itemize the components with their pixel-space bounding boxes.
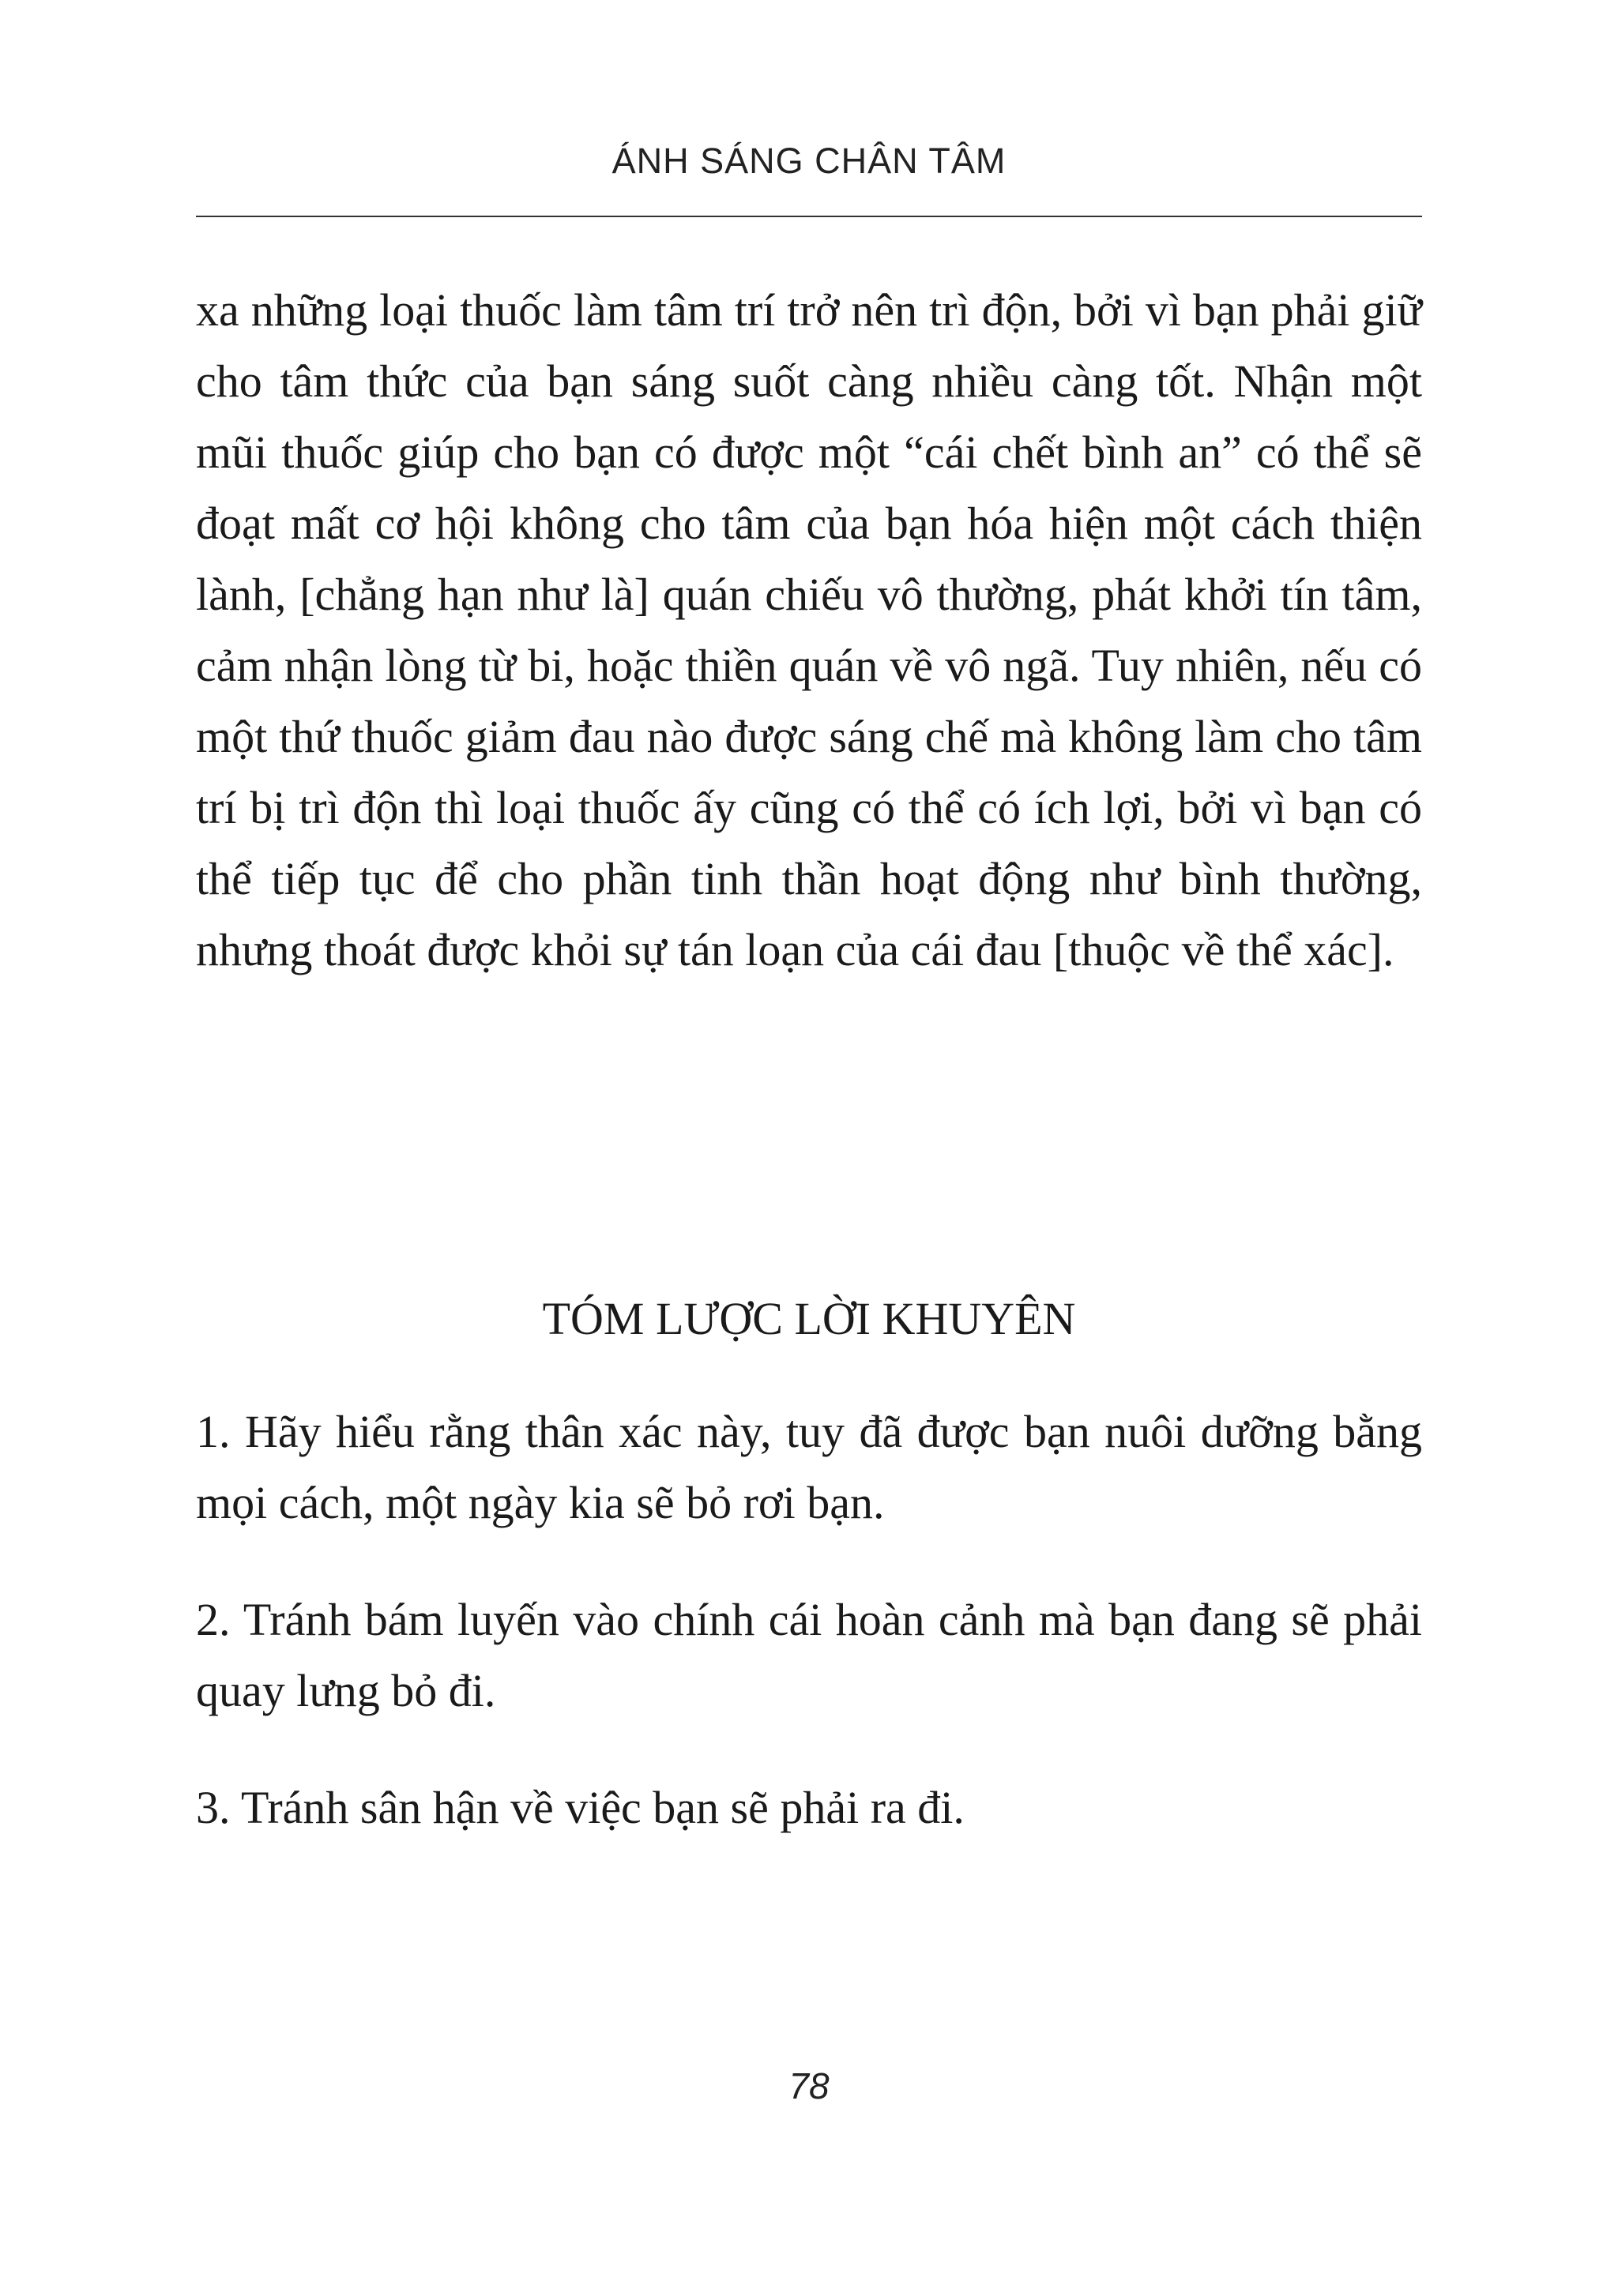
running-header: ÁNH SÁNG CHÂN TÂM — [611, 141, 1007, 181]
advice-item-3: 3. Tránh sân hận về việc bạn sẽ phải ra đi. — [196, 1782, 965, 1833]
page-number: 78 — [788, 2065, 830, 2106]
advice-item-1: 1. Hãy hiểu rằng thân xác này, tuy đã được bạn nuôi dưỡng bằng mọi cách, một ngày kia sẽ bỏ rơi bạn. — [196, 1406, 1422, 1528]
advice-item-2: 2. Tránh bám luyến vào chính cái hoàn cảnh mà bạn đang sẽ phải quay lưng bỏ đi. — [196, 1594, 1422, 1716]
body-paragraph: xa những loại thuốc làm tâm trí trở nên trì độn, bởi vì bạn phải giữ cho tâm thức của bạn sáng suốt càng nhiều càng tốt. Nhận một mũi thuốc giúp cho bạn có được một “cái chết bình an” có thể sẽ đoạt mất cơ hội không cho tâm của bạn hóa hiện một cách thiện lành, [chẳng hạn như là] quán chiếu vô thường, phát khởi tín tâm, cảm nhận lòng từ bi, hoặc thiền quán về vô ngã. Tuy nhiên, nếu có một thứ thuốc giảm đau nào được sáng chế mà không làm cho tâm trí bị trì độn thì loại thuốc ấy cũng có thể có ích lợi, bởi vì bạn có thể tiếp tục để cho phần tinh thần hoạt động như bình thường, nhưng thoát được khỏi sự tán loạn của cái đau [thuộc về thể xác]. — [196, 284, 1422, 975]
header-divider — [196, 216, 1422, 217]
section-title: TÓM LƯỢC LỜI KHUYÊN — [542, 1293, 1076, 1344]
advice-list — [196, 1396, 1422, 1889]
